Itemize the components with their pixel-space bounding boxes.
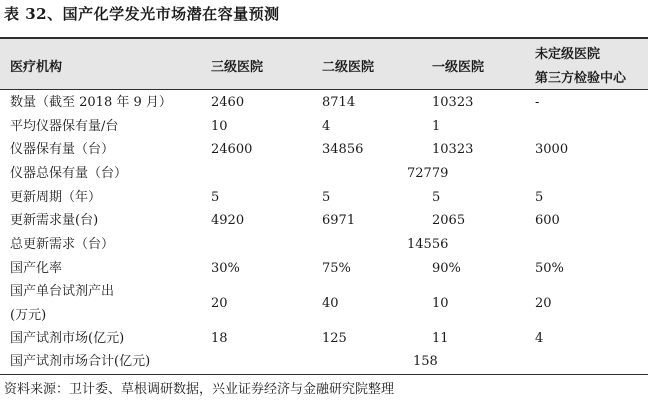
cell: 5 [322,190,331,205]
row-label: 仪器保有量（台） [10,142,115,157]
header-rule [0,89,648,90]
cell: 90% [432,261,461,276]
cell: 20 [211,296,228,311]
cell: 11 [432,331,449,346]
bottom-rule [0,374,648,375]
row-label: 平均仪器保有量/台 [10,119,119,134]
cell: 50% [535,261,564,276]
cell: 8714 [322,95,356,110]
row-label-unit: (万元) [10,308,47,323]
source-note: 资料来源：卫计委、草根调研数据，兴业证券经济与金融研究院整理 [4,382,395,397]
header-unrated: 未定级医院 [535,47,601,62]
row-label: 国产化率 [10,261,63,276]
cell: 4 [322,119,331,134]
total-cell: 14556 [407,237,449,252]
cell: 125 [322,331,347,346]
row-label: 国产单台试剂产出 [10,284,115,299]
cell: 4920 [211,213,245,228]
cell: 3000 [535,142,569,157]
cell: 40 [322,296,339,311]
row-label: 更新需求量(台) [10,213,99,228]
cell: 4 [535,331,544,346]
row-label: 国产试剂市场(亿元) [10,331,125,346]
total-cell: 158 [413,354,438,369]
cell: 10 [432,296,449,311]
cell: 2460 [211,95,245,110]
cell: 6971 [322,213,356,228]
header-third-party: 第三方检验中心 [535,71,627,86]
cell: 5 [432,190,441,205]
row-label: 国产试剂市场合计(亿元) [10,354,151,369]
cell: 600 [535,213,560,228]
cell: 34856 [322,142,364,157]
cell: 5 [211,190,220,205]
row-label: 仪器总保有量（台） [10,166,128,181]
cell: 5 [535,190,544,205]
cell: 10323 [432,95,474,110]
row-label: 数量（截至 2018 年 9 月） [10,95,172,110]
cell: 10 [211,119,228,134]
cell: 1 [432,119,441,134]
row-label: 总更新需求（台） [10,237,115,252]
cell: 2065 [432,213,466,228]
cell: 30% [211,261,240,276]
header-secondary: 二级医院 [322,60,375,75]
header-tertiary: 三级医院 [211,60,264,75]
table-title: 表 32、国产化学发光市场潜在容量预测 [4,5,280,23]
cell: 24600 [211,142,253,157]
header-institution: 医疗机构 [10,60,63,75]
cell: 18 [211,331,228,346]
header-primary: 一级医院 [432,60,485,75]
row-label: 更新周期（年） [10,190,102,205]
total-cell: 72779 [407,166,449,181]
cell: 20 [535,296,552,311]
cell: 75% [322,261,351,276]
cell: 10323 [432,142,474,157]
cell: - [535,95,540,110]
